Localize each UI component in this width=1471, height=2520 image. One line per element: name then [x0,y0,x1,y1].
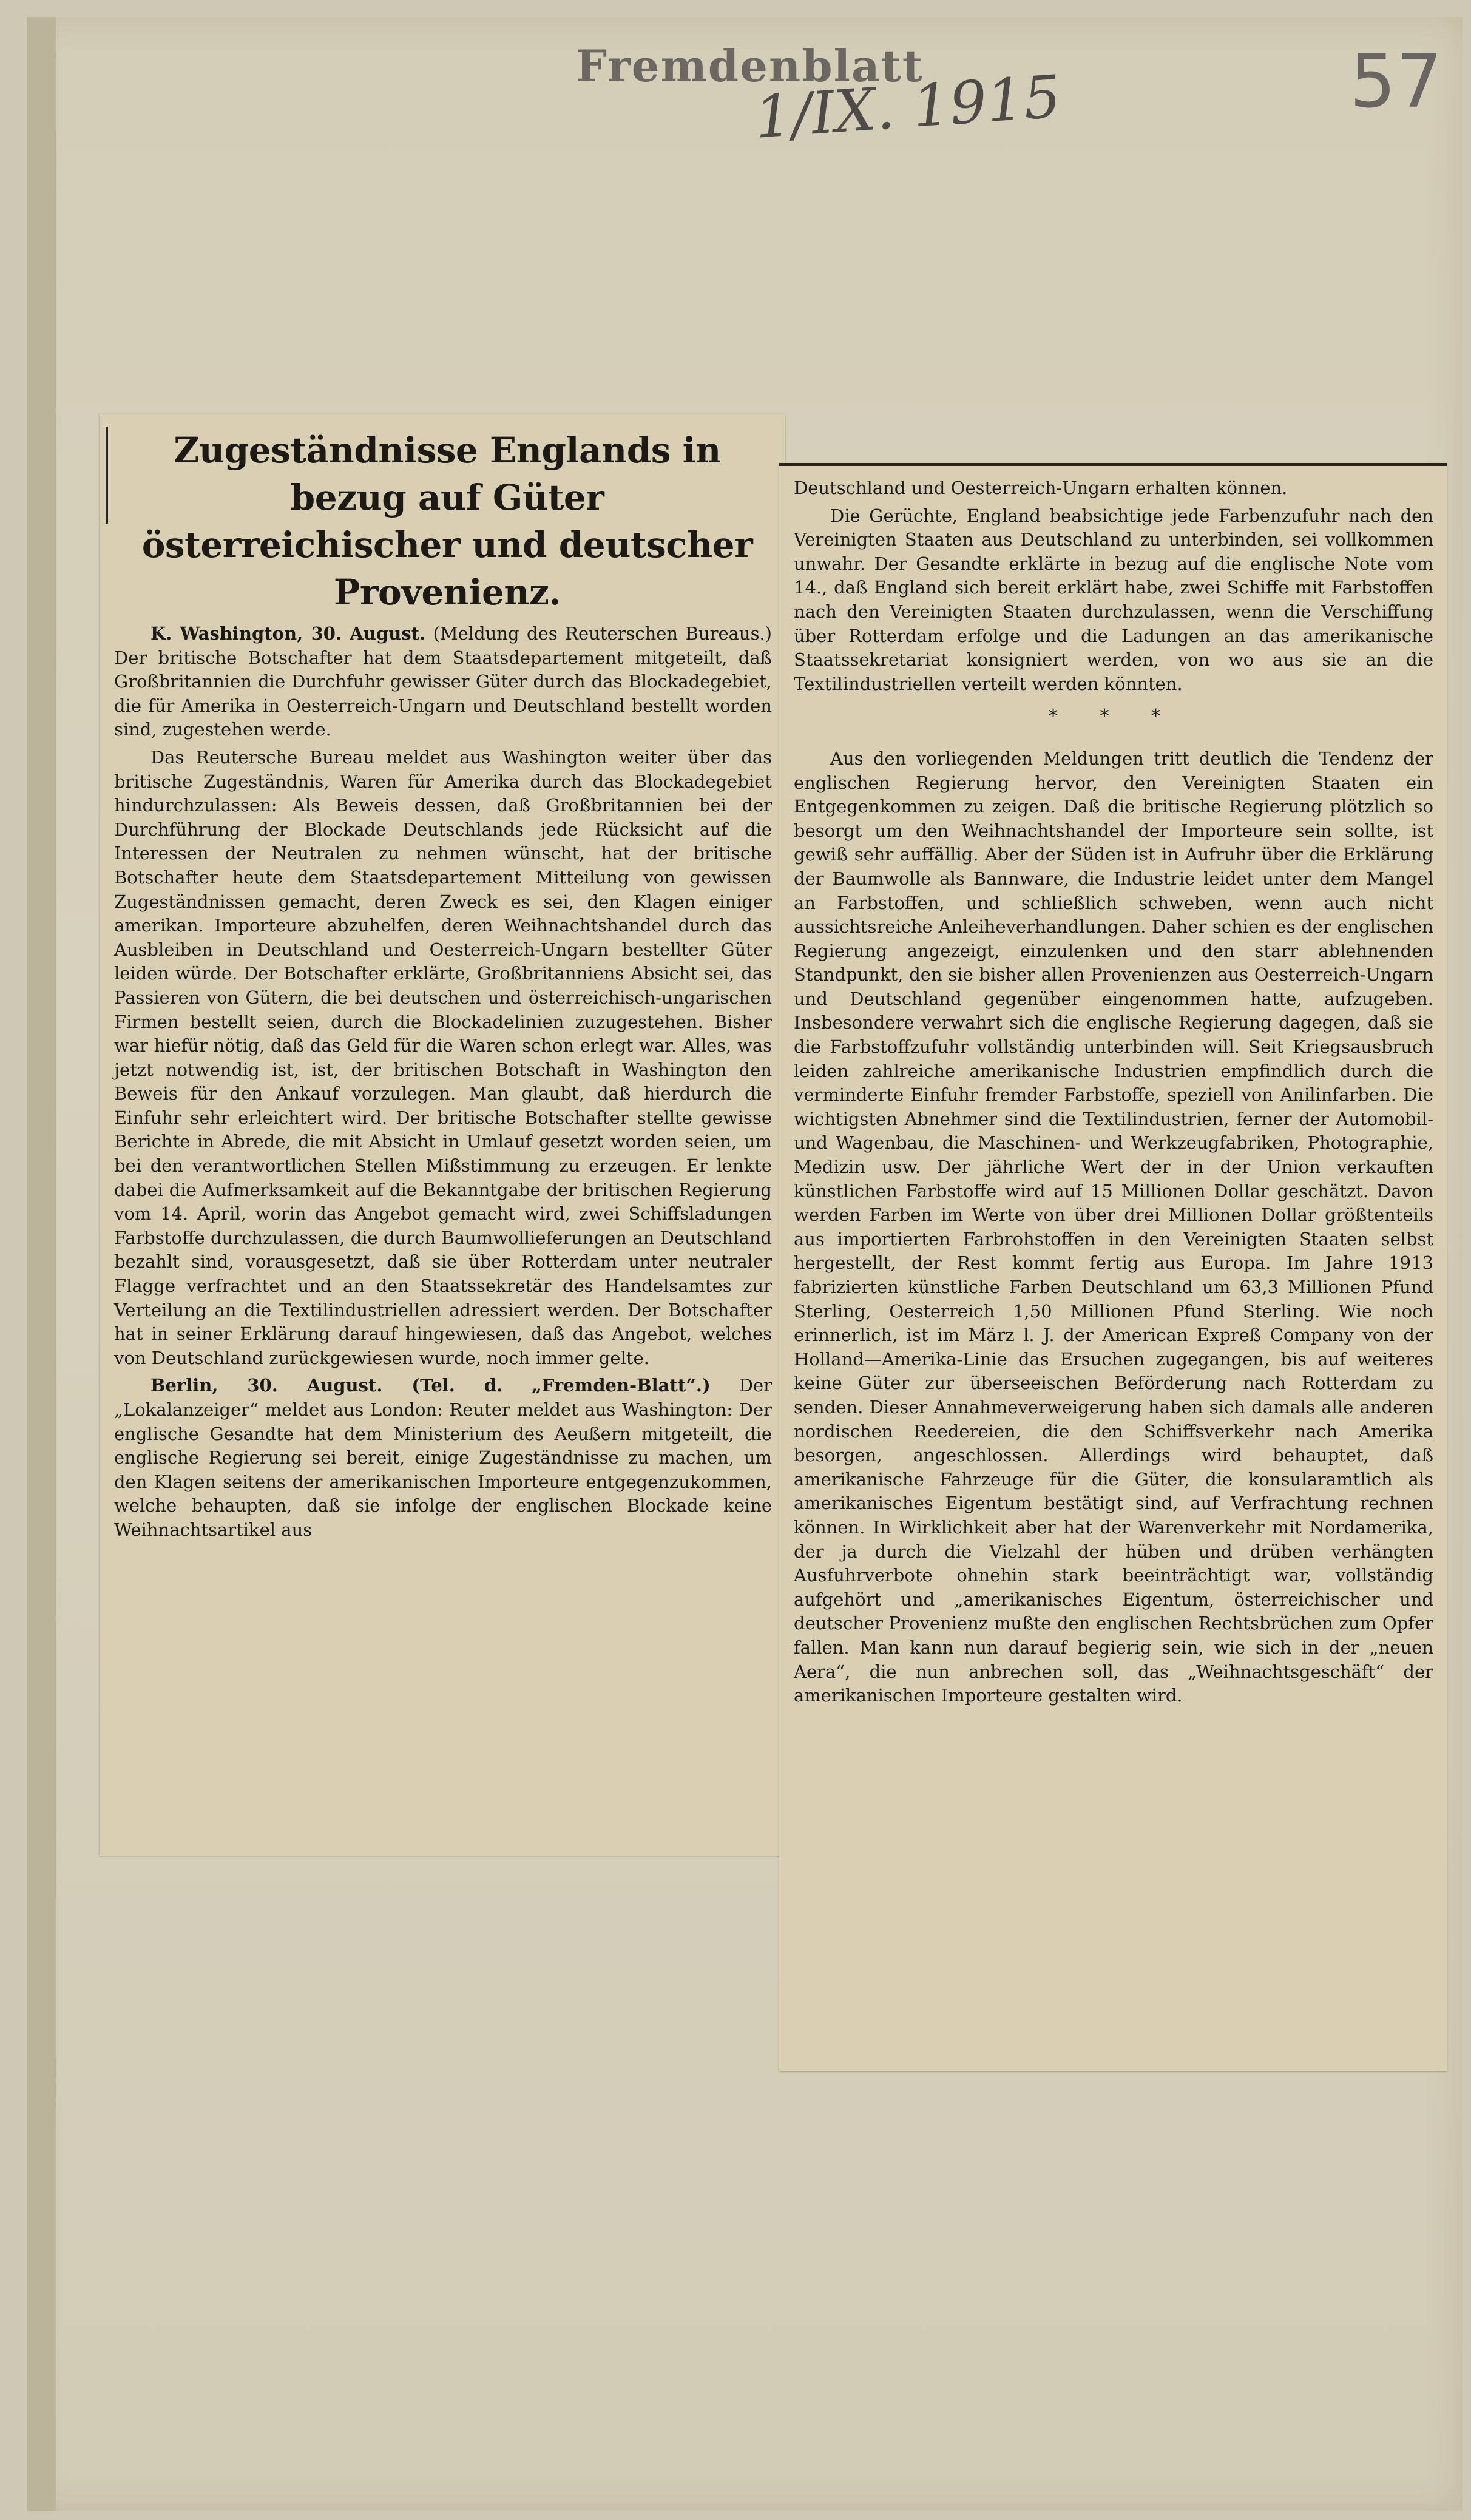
sheet-edge [27,17,56,2511]
archive-sheet [27,17,1463,2511]
left-column-text [100,622,785,1542]
paragraph-3-continued: Deutschland und Oesterreich-Ungarn erhalten können. [794,478,1288,498]
handwritten-date: 1/IX. 1915 [752,62,1063,152]
dateline-washington: K. Washington, 30. August. [150,623,426,644]
section-separator-stars: * * * [1048,706,1179,728]
article-headline: Zugeständnisse Englands in bezug auf Güter österreichischer und deutscher Provenienz. [141,430,753,613]
handwritten-page-number: 57 [1350,40,1442,124]
paragraph-2: Das Reutersche Bureau meldet aus Washington weiter über das britische Zugeständnis, Waren für Amerika durch das Blockadegebiet hindurchzulassen: Als Beweis dessen, daß Großbritannien bei der Durchführung der Blockade Deutschlands jede Rücksicht auf die Interessen der Neutralen zu nehmen wünscht, hat der britische Botschafter heute dem Staatsdepartement Mitteilung von gewissen Zugeständnissen gemacht, deren Zweck es sei, den Klagen einiger amerikan. Importeure abzuhelfen, deren Weihnachtshandel durch das Ausbleiben in Deutschland und Oesterreich-Ungarn bestellter Güter leiden würde. Der Botschafter erklärte, Großbritanniens Absicht sei, das Passieren von Gütern, die bei deutschen und österreichisch-ungarischen Firmen bestellt seien, durch die Blockadelinien zuzugestehen. Bisher war hiefür nötig, daß das Geld für die Waren schon erlegt war. Alles, was jetzt notwendig ist, ist, der britischen Botschaft in Washington den Beweis für den Ankauf vorzulegen. Man glaubt, daß hierdurch die Einfuhr sehr erleichtert wird. Der britische Botschafter stellte gewisse Berichte in Abrede, die mit Absicht in Umlauf gesetzt worden seien, um bei den verantwortlichen Stellen Mißstimmung zu erzeugen. Er lenkte dabei die Aufmerksamkeit auf die Bekanntgabe der britischen Regierung vom 14. April, worin das Angebot gemacht wird, zwei Schiffsladungen Farbstoffe durchzulassen, die durch Baumwollieferungen an Deutschland bezahlt sind, vorausgesetzt, daß sie über Rotterdam unter neutraler Flagge verfrachtet und an den Staatssekretär des Handelsamtes zur Verteilung an die Textilindustriellen adressiert werden. Der Botschafter hat in seiner Erklärung darauf hingewiesen, daß das Angebot, welches von Deutschland zurückgewiesen wurde, noch immer gelte. [114,746,772,1368]
right-column-text [779,463,1447,1708]
paragraph-3 [114,1374,772,1542]
newspaper-stamp: Fremdenblatt [576,40,924,92]
clipping-right-column [779,463,1447,2071]
paragraph-3-text: Der „Lokalanzeiger“ meldet aus London: Reuter meldet aus Washington: Der englische Gesandte hat dem Ministerium des Aeußern mitgeteilt, die englische Regierung sei bereit, einige Zugeständnisse zu machen, um den Klagen seitens der amerikanischen Importeure entgegenzukommen, welche behaupten, daß sie infolge der englischen Blockade keine Weihnachtsartikel aus [114,1375,773,1540]
clipping-left-column [100,414,785,1856]
paragraph-5: Aus den vorliegenden Meldungen tritt deutlich die Tendenz der englischen Regierung hervor, den Vereinigten Staaten ein Entgegenkommen zu zeigen. Daß die britische Regierung plötzlich so besorgt um den Weihnachtshandel der Importeure sein sollte, ist gewiß sehr auffällig. Aber der Süden ist in Aufruhr über die Erklärung der Baumwolle als Bannware, die Industrie leidet unter dem Mangel an Farbstoffen, und schließlich schweben, wenn auch nicht aussichtsreiche Anleiheverhandlungen. Daher schien es der englischen Regierung angezeigt, einzulenken und den starr ablehnenden Standpunkt, den sie bisher allen Provenienzen aus Oesterreich-Ungarn und Deutschland gegenüber eingenommen hatte, aufzugeben. Insbesondere verwahrt sich die englische Regierung dagegen, daß sie die Farbstoffzufuhr vollständig unterbinden will. Seit Kriegsausbruch leiden zahlreiche amerikanische Industrien empfindlich durch die verminderte Einfuhr fremder Farbstoffe, speziell von Anilinfarben. Die wichtigsten Abnehmer sind die Textilindustrien, ferner der Automobil- und Wagenbau, die Maschinen- und Werkzeugfabriken, Photographie, Medizin usw. Der jährliche Wert der in der Union verkauften künstlichen Farbstoffe wird auf 15 Millionen Dollar geschätzt. Davon werden Farben im Werte von über drei Millionen Dollar größtenteils aus importierten Farbrohstoffen in den Vereinigten Staaten selbst hergestellt, der Rest kommt fertig aus Europa. Im Jahre 1913 fabrizierten künstliche Farben Deutschland um 63,3 Millionen Pfund Sterling, Oesterreich 1,50 Millionen Pfund Sterling. Wie noch erinnerlich, ist im März l. J. der American Expreß Company von der Holland—Amerika-Linie das Ersuchen zugegangen, bis auf weiteres keine Güter zur überseeischen Beförderung nach Rotterdam zu senden. Dieser Annahmeverweigerung haben sich damals alle anderen nordischen Reedereien, die den Schiffsverkehr nach Amerika besorgen, angeschlossen. Allerdings wird behauptet, daß amerikanische Fahrzeuge für die Güter, die konsularamtlich als amerikanisches Eigentum bestätigt sind, auf Verfrachtung rechnen können. In Wirklichkeit aber hat der Warenverkehr mit Nordamerika, der ja durch die Vielzahl der hüben und drüben verhängten Ausfuhrverbote ohnehin stark beeinträchtigt war, vollständig aufgehört und „amerikanisches Eigentum, österreichischer und deutscher Provenienz mußte den englischen Rechtsbrüchen zum Opfer fallen. Man kann nun darauf begierig sein, wie sich in der „neuen Aera“, die nun anbrechen soll, das „Weihnachtsgeschäft“ der amerikanischen Importeure gestalten wird. [794,748,1433,1706]
paragraph-1 [114,622,772,742]
paragraph-4: Die Gerüchte, England beabsichtige jede Farbenzufuhr nach den Vereinigten Staaten aus Deutschland zu unterbinden, sei vollkommen unwahr. Der Gesandte erklärte in bezug auf die englische Note vom 14., daß England sich bereit erklärt habe, zwei Schiffe mit Farbstoffen nach den Vereinigten Staaten durchzulassen, wenn die Verschiffung über Rotterdam erfolge und die Ladungen an das amerikanische Staatssekretariat konsigniert werden, von wo aus sie an die Textilindustriellen verteilt werden könnten. [794,505,1433,694]
dateline-berlin: Berlin, 30. August. (Tel. d. „Fremden-Blatt“.) [150,1375,711,1396]
paragraph-1-text: (Meldung des Reuterschen Bureaus.) Der britische Botschafter hat dem Staatsdepartement mitgeteilt, daß Großbritannien die Durchfuhr gewisser Güter durch das Blockadegebiet, die für Amerika in Oesterreich-Ungarn und Deutschland bestellt worden sind, zugestehen werde. [114,623,772,740]
headline-marker [106,427,108,524]
column-rule [779,463,1447,466]
